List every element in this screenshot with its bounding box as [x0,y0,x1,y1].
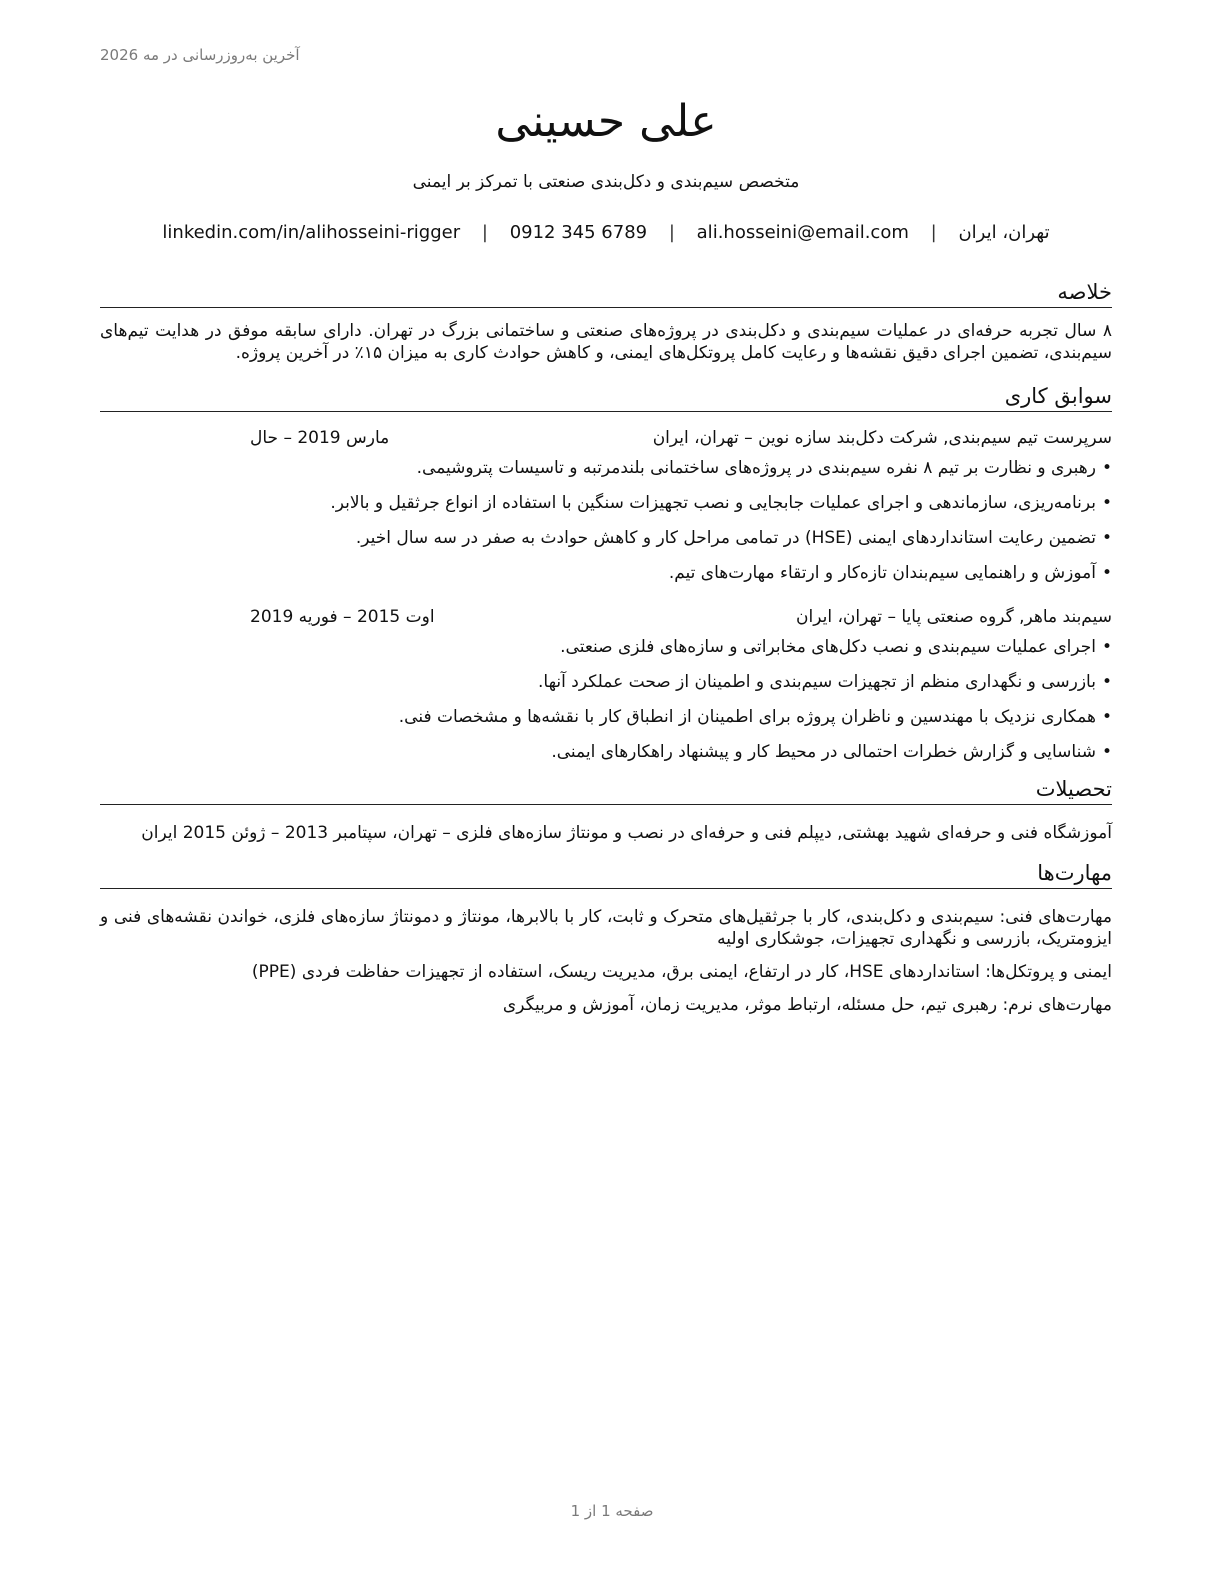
job-bullet: • تضمین رعایت استانداردهای ایمنی (HSE) در تمامی مراحل کار و کاهش حوادث به صفر در سه سال اخیر. [100,526,1112,550]
job-dates: اوت 2015 – فوریه 2019 [250,607,435,627]
job-bullet: • اجرای عملیات سیم‌بندی و نصب دکل‌های مخابراتی و سازه‌های فلزی صنعتی. [100,635,1112,659]
contact-linkedin[interactable]: linkedin.com/in/alihosseini-rigger [162,222,461,243]
skills-technical: مهارت‌های فنی: سیم‌بندی و دکل‌بندی، کار با جرثقیل‌های متحرک و ثابت، کار با بالابرها، مونتاژ و دمونتاژ سازه‌های فلزی، خواندن نقشه‌های فنی و ایزومتریک، بازرسی و نگهداری تجهیزات، جوشکاری اولیه [100,907,1112,949]
resume-page [100,90,1112,1016]
job-title-company: سیم‌بند ماهر, گروه صنعتی پایا – تهران، ایران [796,607,1112,627]
last-updated: آخرین به‌روزرسانی در مه 2026 [100,46,300,64]
experience-item [100,426,1112,585]
section-title-education: تحصیلات [100,775,1112,805]
job-bullet: • همکاری نزدیک با مهندسین و ناظران پروژه برای اطمینان از انطباق کار با نقشه‌ها و مشخصات فنی. [100,705,1112,729]
section-title-experience: سوابق کاری [100,382,1112,412]
job-bullet: • آموزش و راهنمایی سیم‌بندان تازه‌کار و ارتقاء مهارت‌های تیم. [100,561,1112,585]
experience-item [100,605,1112,764]
education-entry: آموزشگاه فنی و حرفه‌ای شهید بهشتی, دیپلم فنی و حرفه‌ای در نصب و مونتاژ سازه‌های فلزی – تهران، سپتامبر 2013 – ژوئن 2015 ایران [141,823,1112,843]
job-bullet: • شناسایی و گزارش خطرات احتمالی در محیط کار و پیشنهاد راهکارهای ایمنی. [100,740,1112,764]
job-dates: مارس 2019 – حال [250,428,390,448]
contact-location: تهران، ایران [958,222,1050,243]
contact-phone[interactable]: 0912 345 6789 [509,222,648,243]
page-number: صفحه 1 از 1 [570,1502,654,1520]
job-header [100,426,1112,450]
job-bullet: • رهبری و نظارت بر تیم ۸ نفره سیم‌بندی در پروژه‌های ساختمانی بلندمرتبه و تاسیسات پتروشیمی. [100,456,1112,480]
contact-separator: | [930,222,937,243]
job-bullet: • برنامه‌ریزی، سازماندهی و اجرای عملیات جابجایی و نصب تجهیزات سنگین با استفاده از انواع جرثقیل و بالابر. [100,491,1112,515]
job-header [100,605,1112,629]
candidate-name: علی حسینی [495,96,717,147]
job-bullet: • بازرسی و نگهداری منظم از تجهیزات سیم‌بندی و اطمینان از صحت عملکرد آنها. [100,670,1112,694]
skills-safety: ایمنی و پروتکل‌ها: استانداردهای HSE، کار در ارتفاع، ایمنی برق، مدیریت ریسک، استفاده از تجهیزات حفاظت فردی (PPE) [251,962,1112,982]
skills-soft: مهارت‌های نرم: رهبری تیم، حل مسئله، ارتباط موثر، مدیریت زمان، آموزش و مربیگری [502,995,1112,1015]
section-title-skills: مهارت‌ها [100,859,1112,889]
job-title-company: سرپرست تیم سیم‌بندی, شرکت دکل‌بند سازه نوین – تهران، ایران [652,428,1112,448]
headline: متخصص سیم‌بندی و دکل‌بندی صنعتی با تمرکز بر ایمنی [412,172,800,192]
contact-separator: | [668,222,675,243]
section-title-summary: خلاصه [100,278,1112,308]
job-bullets [100,635,1112,764]
job-bullets [100,456,1112,585]
contact-email[interactable]: ali.hosseini@email.com [696,222,909,243]
summary-text: ۸ سال تجربه حرفه‌ای در عملیات سیم‌بندی و دکل‌بندی در پروژه‌های صنعتی و ساختمانی بزرگ در تهران. دارای سابقه موفق در هدایت تیم‌های سیم‌بندی، تضمین اجرای دقیق نقشه‌ها و رعایت کامل پروتکل‌های ایمنی، و کاهش حوادث کاری به میزان ۱۵٪ در آخرین پروژه. [100,321,1112,363]
contact-separator: | [481,222,488,243]
contact-line [100,220,1112,246]
